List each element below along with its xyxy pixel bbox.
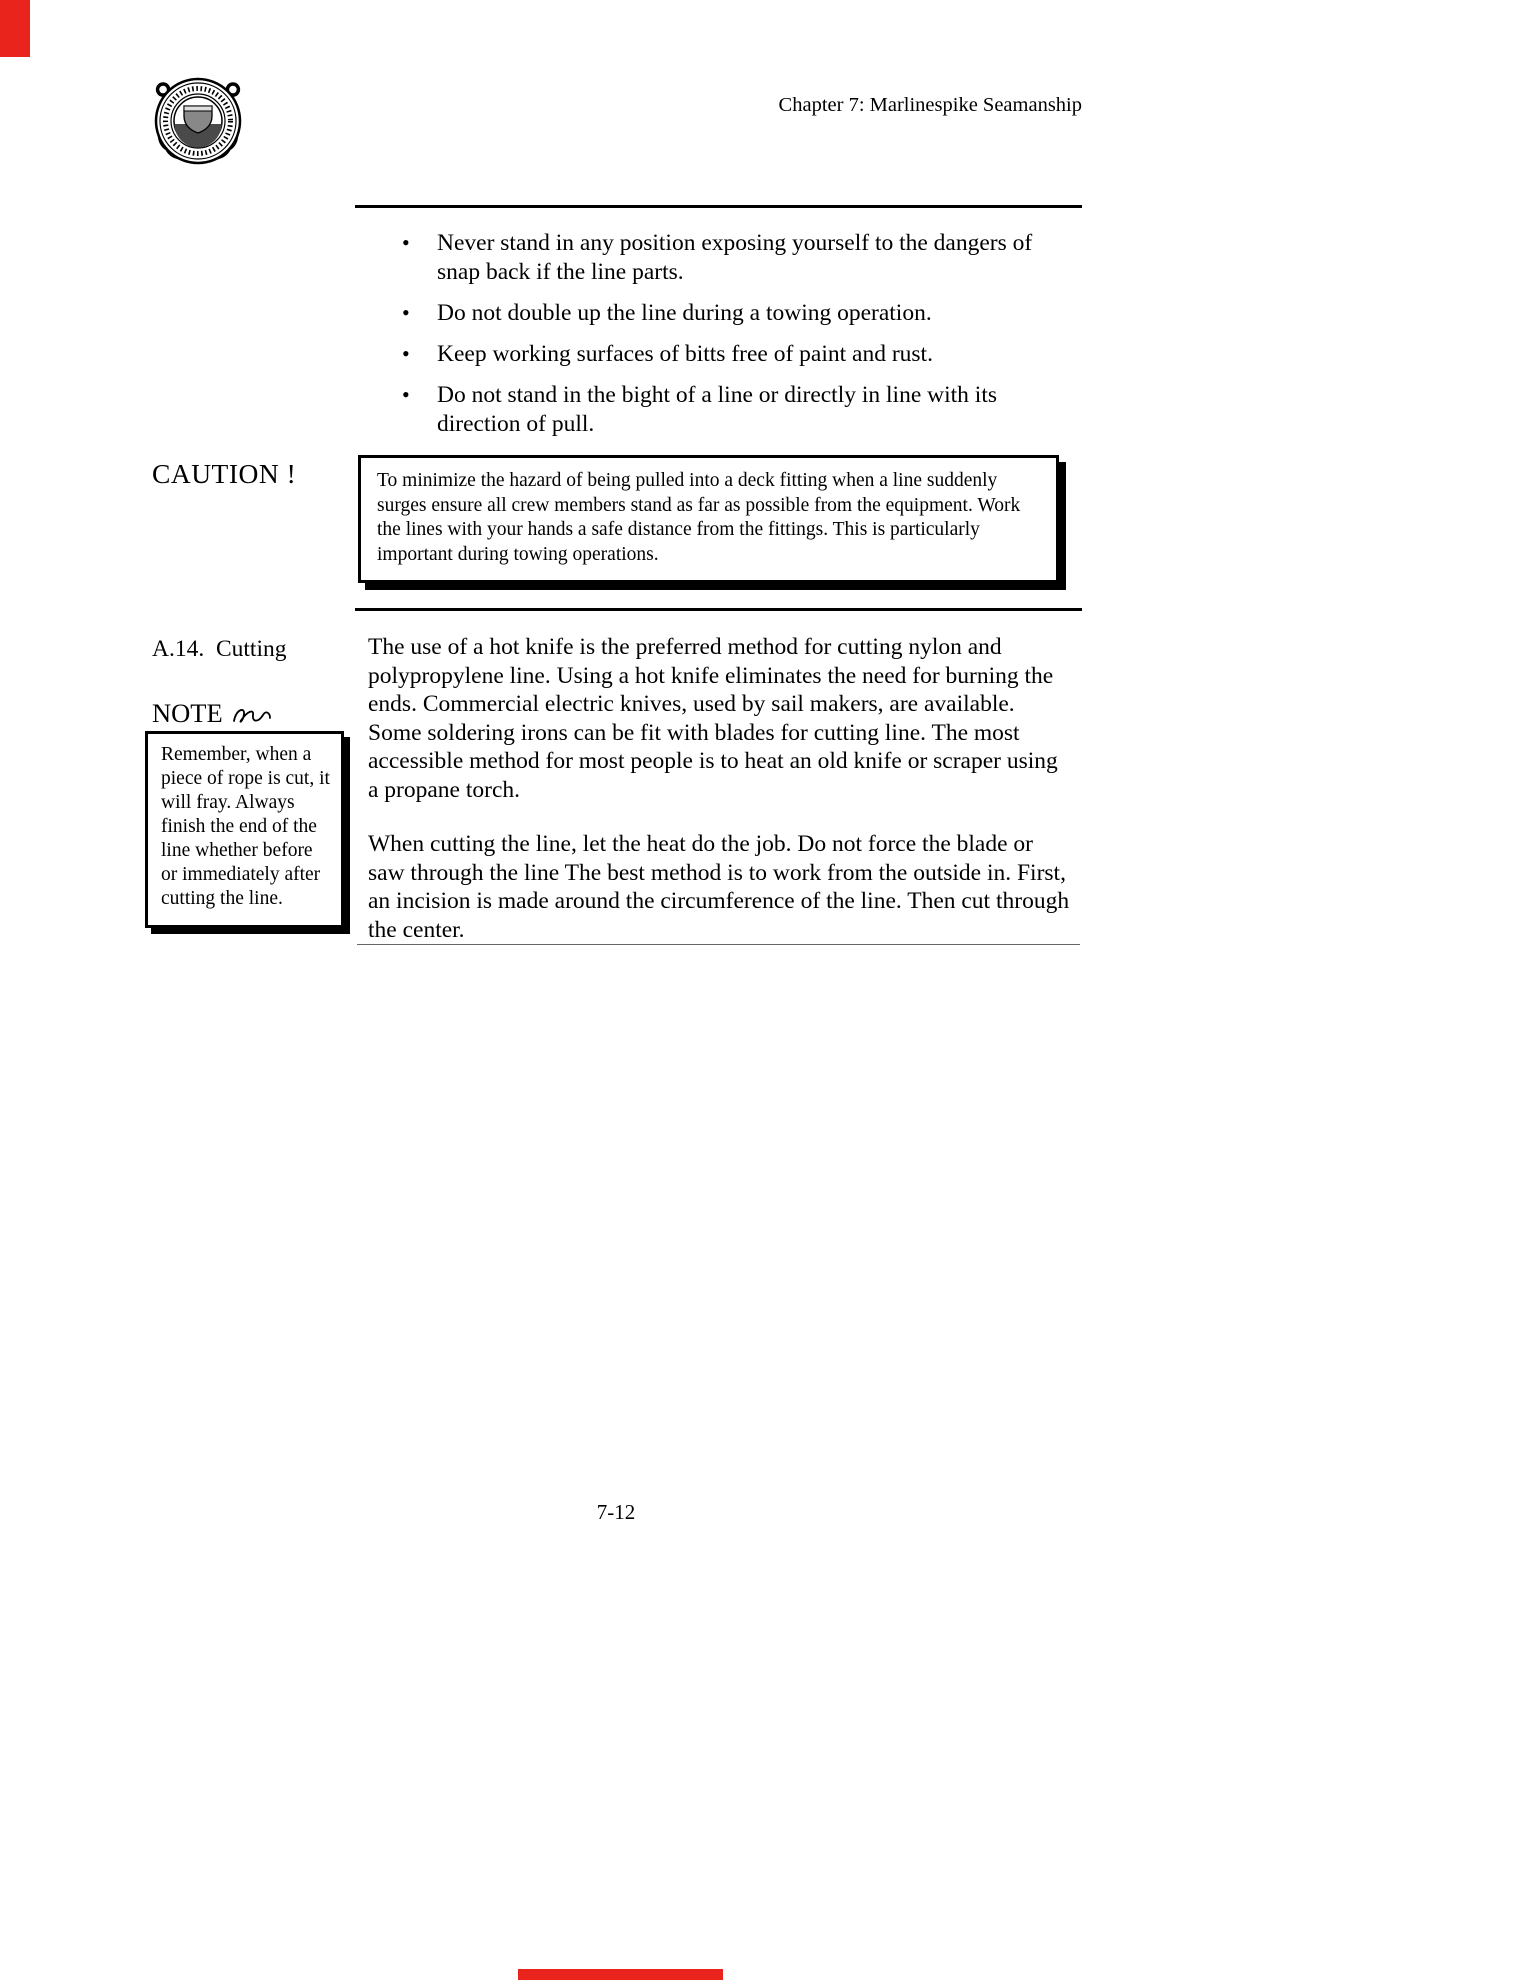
note-label — [152, 698, 272, 729]
section-divider-mid — [355, 608, 1082, 611]
note-text: Remember, when a piece of rope is cut, it will fray. Always finish the end of the line whether before or immediately after cutting the line. — [161, 744, 330, 909]
section-divider-top — [355, 205, 1082, 208]
paragraph-cutting-2: When cutting the line, let the heat do the job. Do not force the blade or saw through the line The best method is to work from the outside in. First, an incision is made around the circumference of the line. Then cut through the center. — [368, 831, 1070, 943]
caution-label: CAUTION ! — [152, 458, 297, 489]
pen-flourish-icon — [232, 703, 272, 725]
note-label-text: NOTE — [152, 698, 223, 728]
uscg-seal-logo — [124, 62, 272, 180]
scan-artifact-bottom — [518, 1969, 723, 1980]
section-heading-cutting: A.14. Cutting — [152, 636, 287, 662]
scan-artifact-top — [0, 0, 30, 57]
caution-text: To minimize the hazard of being pulled into a deck fitting when a line suddenly surges ensure all crew members stand as far as possible from the equipment. Work the lines with your hands a safe distance from the fittings. This is particularly important during towing operations. — [377, 470, 1021, 565]
bullet-item: • Do not double up the line during a towing operation. — [400, 299, 1048, 328]
bullet-item: • Do not stand in the bight of a line or directly in line with its direction of pull. — [400, 381, 1048, 439]
safety-bullet-list — [400, 229, 1048, 451]
page-number: 7-12 — [596, 1500, 636, 1524]
bullet-item: • Never stand in any position exposing yourself to the dangers of snap back if the line parts. — [400, 229, 1048, 287]
caution-box — [358, 455, 1059, 583]
paragraph-cutting-1: The use of a hot knife is the preferred method for cutting nylon and polypropylene line. Using a hot knife eliminates the need for burning the ends. Commercial electric knives, used by sail makers, are available. Some soldering irons can be fit with blades for cutting line. The most accessible method for most people is to heat an old knife or scraper using a propane torch. — [368, 634, 1058, 803]
bullet-item: • Keep working surfaces of bitts free of paint and rust. — [400, 340, 1048, 369]
body-text-column — [368, 633, 1074, 944]
note-box — [145, 731, 344, 928]
chapter-header: Chapter 7: Marlinespike Seamanship — [778, 94, 1082, 116]
section-divider-bottom — [357, 944, 1080, 945]
